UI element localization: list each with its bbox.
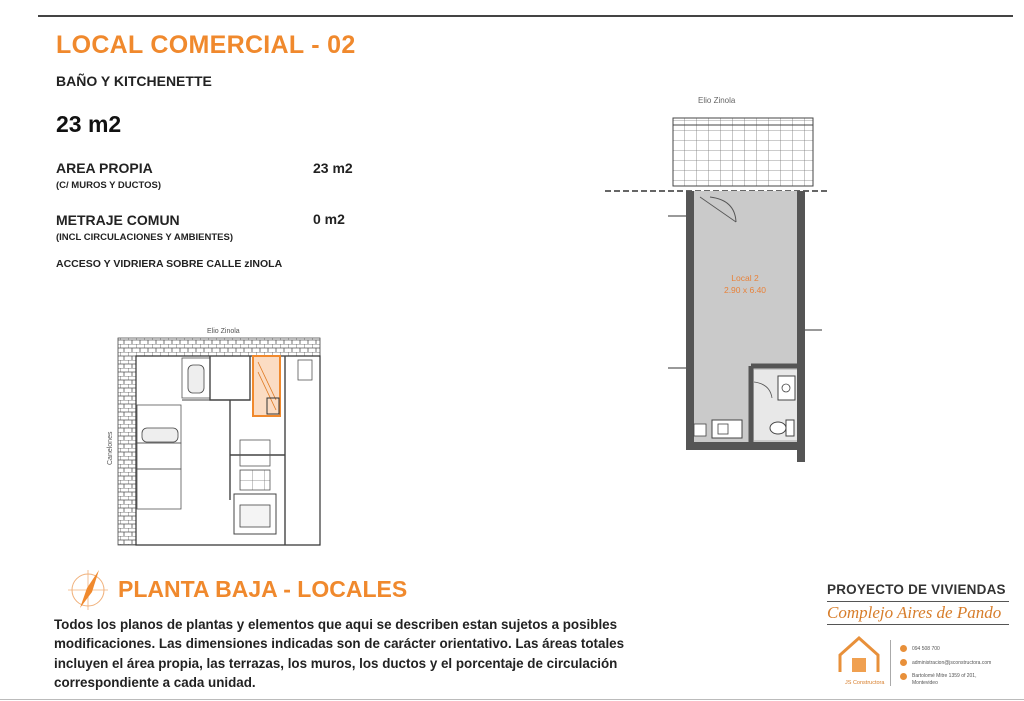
section-title: PLANTA BAJA - LOCALES xyxy=(118,576,408,602)
contact-email: administracion@jsconstructora.com xyxy=(912,660,992,666)
disclaimer-text: Todos los planos de plantas y elementos que aqui se describen estan sujetos a posibles modificaciones. Las dimensiones indicadas son de carácter orientativo. Las áreas totales incluyen el área propia, las terrazas, los muros, los ductos y el porcentaje de circulación correspondiente a cada unidad. xyxy=(54,617,625,690)
project-title: PROYECTO DE VIVIENDAS xyxy=(827,582,1006,597)
project-rule xyxy=(827,601,1009,602)
car-icon xyxy=(188,365,204,393)
bottom-rule xyxy=(0,699,1024,700)
company-logo xyxy=(840,638,878,672)
unit-dims-label: 2.90 x 6.40 xyxy=(723,285,767,295)
metraje-comun-label: METRAJE COMUN xyxy=(56,212,180,228)
location-icon xyxy=(900,673,907,680)
sink-icon xyxy=(778,376,795,400)
phone-icon xyxy=(900,645,907,652)
kitchenette-icon xyxy=(712,420,742,438)
north-compass-icon xyxy=(68,570,108,610)
contact-phone: 094 508 700 xyxy=(912,646,940,652)
unit-plan xyxy=(605,96,830,462)
total-area: 23 m2 xyxy=(56,111,122,137)
area-propia-label: AREA PROPIA xyxy=(56,160,153,176)
site-building-outline xyxy=(136,356,320,545)
unit-street-label: Elio Zinola xyxy=(698,96,736,105)
contact-address: Bartolomé Mitre 1359 of 201, Montevideo xyxy=(912,673,977,686)
toilet-icon xyxy=(770,422,786,434)
contact-divider xyxy=(890,640,891,686)
project-name: Complejo Aires de Pando xyxy=(827,603,1002,622)
project-rule-2 xyxy=(827,624,1009,625)
metraje-comun-note: (INCL CIRCULACIONES Y AMBIENTES) xyxy=(56,232,233,243)
metraje-comun-value: 0 m2 xyxy=(313,211,345,227)
car-icon xyxy=(142,428,178,442)
area-propia-value: 23 m2 xyxy=(313,160,353,176)
unit-name-label: Local 2 xyxy=(731,273,759,283)
company-name: JS Constructora xyxy=(845,680,885,686)
site-plan xyxy=(107,328,320,545)
access-note: ACCESO Y VIDRIERA SOBRE CALLE zINOLA xyxy=(56,258,283,270)
page-title: LOCAL COMERCIAL - 02 xyxy=(56,31,356,59)
facade-grid xyxy=(673,118,813,186)
site-street-left: Canelones xyxy=(107,431,114,465)
unit-subtitle: BAÑO Y KITCHENETTE xyxy=(56,73,212,89)
area-propia-note: (C/ MUROS Y DUCTOS) xyxy=(56,180,162,191)
site-street-top: Elio Zinola xyxy=(207,328,240,335)
email-icon xyxy=(900,659,907,666)
